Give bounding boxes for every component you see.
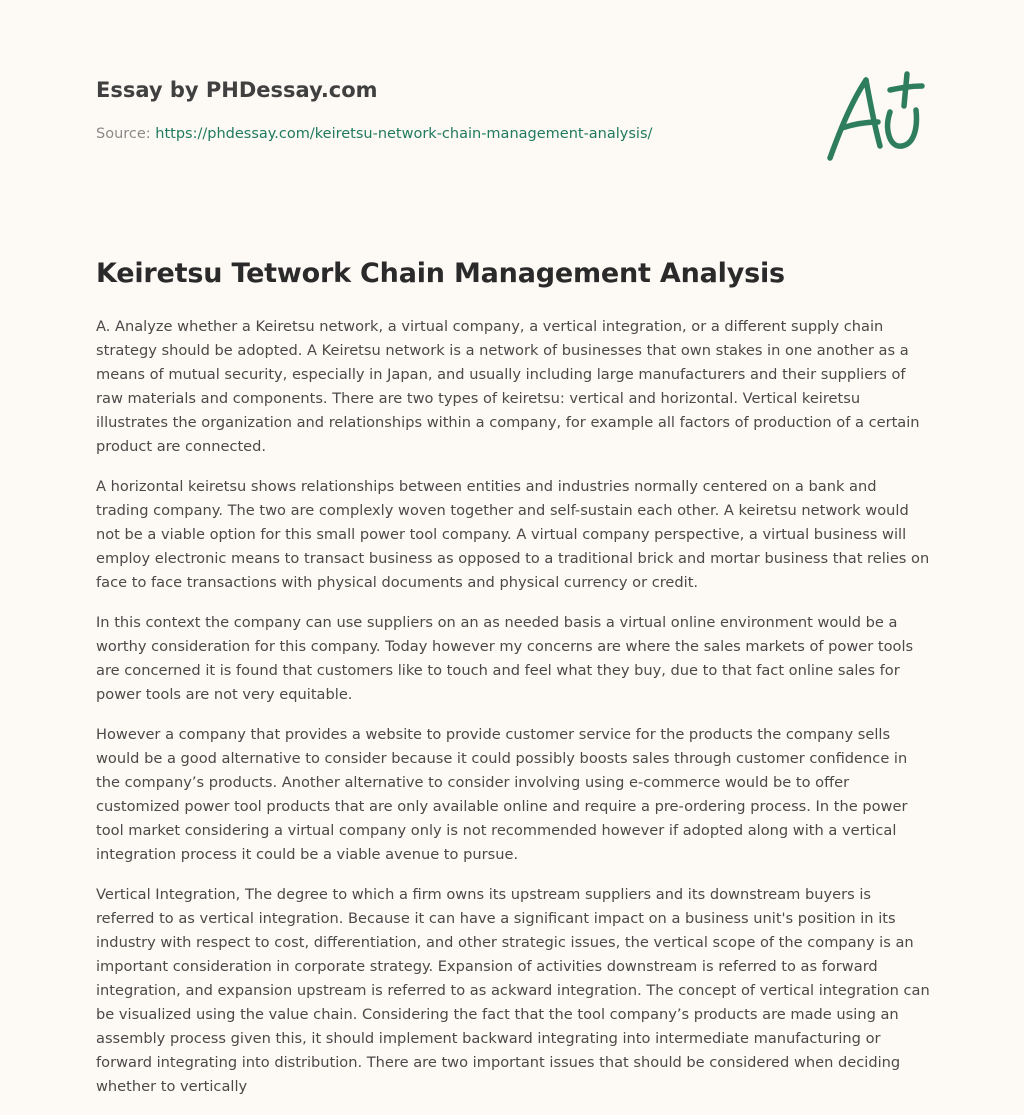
a-plus-logo-icon [820, 66, 930, 166]
source-line [96, 124, 816, 144]
source-link[interactable]: https://phdessay.com/keiretsu-network-chain-management-analysis/ [155, 126, 653, 142]
essay-title: Keiretsu Tetwork Chain Management Analysis [96, 258, 785, 289]
paragraph: A. Analyze whether a Keiretsu network, a virtual company, a vertical integration, or a different supply chain strategy should be adopted. A Keiretsu network is a network of businesses that own stakes in one another as a means of mutual security, especially in Japan, and usually including large manufacturers and their suppliers of raw materials and components. There are two types of keiretsu: vertical and horizontal. Vertical keiretsu illustrates the organization and relationships within a company, for example all factors of production of a certain product are connected. [96, 318, 920, 455]
page-header [96, 76, 816, 144]
paragraph: In this context the company can use suppliers on an as needed basis a virtual online environment would be a worthy consideration for this company. Today however my concerns are where the sales markets of power tools are concerned it is found that customers like to touch and feel what they buy, due to that fact online sales for power tools are not very equitable. [96, 614, 914, 703]
essay-body [96, 315, 932, 1115]
paragraph: A horizontal keiretsu shows relationships between entities and industries normally centered on a bank and trading company. The two are complexly woven together and self-sustain each other. A keiretsu network would not be a viable option for this small power tool company. A virtual company perspective, a virtual business will employ electronic means to transact business as opposed to a traditional brick and mortar business that relies on face to face transactions with physical documents and physical currency or credit. [96, 478, 930, 591]
source-label: Source: [96, 126, 156, 142]
paragraph: Vertical Integration, The degree to which a firm owns its upstream suppliers and its downstream buyers is referred to as vertical integration. Because it can have a significant impact on a business unit's position in its industry with respect to cost, differentiation, and other strategic issues, the vertical scope of the company is an important consideration in corporate strategy. Expansion of activities downstream is referred to as forward integration, and expansion upstream is referred to as ackward integration. The concept of vertical integration can be visualized using the value chain. Considering the fact that the tool company’s products are made using an assembly process given this, it should implement backward integrating into intermediate manufacturing or forward integrating into distribution. There are two important issues that should be considered when deciding whether to vertically [96, 886, 930, 1095]
paragraph: However a company that provides a website to provide customer service for the products the company sells would be a good alternative to consider because it could possibly boosts sales through customer confidence in the company’s products. Another alternative to consider involving using e-commerce would be to offer customized power tool products that are only available online and require a pre-ordering process. In the power tool market considering a virtual company only is not recommended however if adopted along with a vertical integration process it could be a viable avenue to pursue. [96, 726, 908, 863]
site-brand: Essay by PHDessay.com [96, 78, 378, 102]
